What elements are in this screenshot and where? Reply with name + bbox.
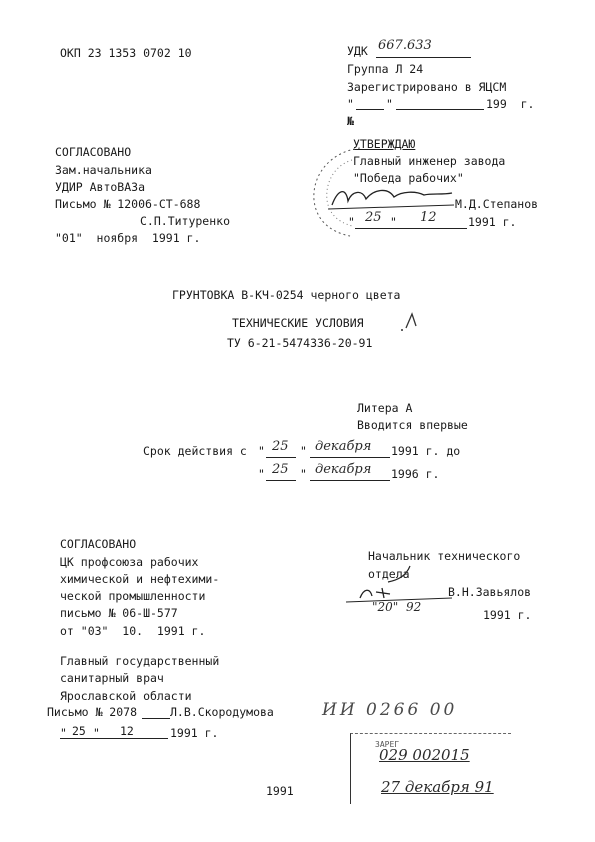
approved-right-year: 1991 г. bbox=[468, 215, 517, 229]
tech-dept-line1: Начальник технического bbox=[368, 549, 521, 563]
sanitary-month: 12 bbox=[120, 724, 134, 738]
approved-left-line1: Зам.начальника bbox=[55, 163, 152, 177]
sanitary-year: 1991 г. bbox=[170, 726, 219, 740]
registration-label: ЗАРЕГ bbox=[375, 740, 400, 749]
stepanov-signature-icon bbox=[328, 183, 458, 213]
validity-to-month: декабря bbox=[315, 462, 372, 477]
document-page: ОКП 23 1353 0702 10 УДК 667.633 Группа Л 24 Зарегистрировано в ЯЦСМ " " 199 г. № СОГЛАСОВАНО Зам.начальника УДИР АвтоВАЗа Письмо № 12006-СТ-688 С.П.Титуренко "01" ноября 1991 г. УТВЕРЖДАЮ Главный инженер завода "Победа рабочих" М.Д.Степанов " 25 " 12 1991 г. ГРУНТОВКА В-КЧ-0254 черного цвета ТЕХНИЧЕСКИЕ УСЛОВИЯ ТУ 6-21-5474336-20-91 Литера А Вводится впервые Срок действия с " 25 " декабря 1991 г. до " 25 " декабря 1996 г. СОГЛАСОВАНО ЦК профсоюза рабочих химической и нефтехими- ческой промышленности письмо № 06-Ш-577 от "03" 10. 1991 г. Начальник технического отдела В.Н.Завьялов "20" 92 1991 г. Главный государственный санитарный врач Ярославской области Письмо № 2078 Л.В.Скородумова " 25 " 12 1991 г. ИИ 0266 00 ЗАРЕГ 029 002015 27 декабря 91 1991 bbox=[0, 0, 595, 842]
sanitary-date-line bbox=[60, 738, 168, 739]
approved-right-signer: М.Д.Степанов bbox=[455, 197, 539, 211]
first-time: Вводится впервые bbox=[357, 418, 468, 432]
reg-quote-open: " bbox=[347, 97, 354, 111]
validity-from-year: 1991 г. до bbox=[391, 444, 461, 458]
approved-right-title: УТВЕРЖДАЮ bbox=[353, 137, 416, 151]
product-name: ГРУНТОВКА В-КЧ-0254 черного цвета bbox=[172, 288, 401, 302]
reg-year: 199 г. bbox=[486, 97, 535, 111]
registration-number: 029 002015 bbox=[379, 746, 470, 764]
approved-right-line1: Главный инженер завода bbox=[353, 154, 506, 168]
reg-month-line bbox=[396, 109, 484, 110]
to-month-line bbox=[310, 480, 390, 481]
okp-code: ОКП 23 1353 0702 10 bbox=[60, 46, 192, 60]
approved-right-day: 25 bbox=[365, 210, 382, 225]
udk-underline bbox=[376, 57, 471, 58]
udk-handwritten: 667.633 bbox=[378, 38, 432, 53]
registered-label: Зарегистрировано в ЯЦСМ bbox=[347, 80, 507, 94]
registration-handwritten-code: ИИ 0266 00 bbox=[322, 700, 458, 720]
udk-label: УДК bbox=[347, 44, 368, 58]
tech-dept-line2: отдела bbox=[368, 567, 410, 581]
validity-to-day: 25 bbox=[272, 462, 289, 477]
reg-quote-close: " bbox=[386, 97, 393, 111]
from-day-line bbox=[266, 457, 296, 458]
reg-day-line bbox=[356, 109, 384, 110]
to-day-line bbox=[266, 480, 296, 481]
footer-year: 1991 bbox=[266, 784, 294, 798]
validity-to-year: 1996 г. bbox=[391, 467, 440, 481]
registration-stamp bbox=[350, 733, 511, 804]
sanitary-letter: Письмо № 2078 bbox=[47, 705, 138, 719]
approved-right-q2: " bbox=[390, 215, 397, 229]
sanitary-q1: " bbox=[60, 726, 67, 740]
approved-right-q1: " bbox=[348, 215, 355, 229]
approved-left-line3: Письмо № 12006-СТ-688 bbox=[55, 197, 201, 211]
union-line3: ческой промышленности bbox=[60, 589, 206, 603]
reg-number-sign: № bbox=[347, 114, 354, 128]
union-line1: ЦК профсоюза рабочих bbox=[60, 555, 199, 569]
registration-date: 27 декабря 91 bbox=[381, 778, 494, 796]
from-month-line bbox=[310, 457, 390, 458]
approved-right-month: 12 bbox=[420, 210, 437, 225]
doc-code: ТУ 6-21-5474336-20-91 bbox=[227, 336, 373, 350]
approved-left-line2: УДИР АвтоВАЗа bbox=[55, 180, 146, 194]
approved-right-line2: "Победа рабочих" bbox=[353, 171, 464, 185]
tech-dept-signer: В.Н.Завьялов bbox=[448, 585, 532, 599]
validity-from-month: декабря bbox=[315, 439, 372, 454]
doc-subtitle: ТЕХНИЧЕСКИЕ УСЛОВИЯ bbox=[232, 316, 364, 330]
union-line4: письмо № 06-Ш-577 bbox=[60, 606, 178, 620]
union-date: от "03" 10. 1991 г. bbox=[60, 624, 206, 638]
validity-label: Срок действия с bbox=[143, 444, 247, 458]
sanitary-sign-line bbox=[142, 718, 170, 719]
approved-left-signer: С.П.Титуренко bbox=[140, 214, 231, 228]
approved-left-title: СОГЛАСОВАНО bbox=[55, 145, 132, 159]
sanitary-signer: Л.В.Скородумова bbox=[170, 705, 274, 719]
tech-dept-date: "20" 92 bbox=[372, 600, 422, 614]
approved-right-date-line bbox=[355, 228, 467, 229]
group-code: Группа Л 24 bbox=[347, 62, 424, 76]
sanitary-day: 25 bbox=[72, 724, 86, 738]
corner-mark-icon bbox=[398, 310, 428, 334]
union-title: СОГЛАСОВАНО bbox=[60, 537, 137, 551]
validity-from-day: 25 bbox=[272, 439, 289, 454]
tech-dept-year: 1991 г. bbox=[483, 608, 532, 622]
sanitary-line2: санитарный врач bbox=[60, 671, 164, 685]
approved-left-date: "01" ноября 1991 г. bbox=[55, 231, 201, 245]
sanitary-line3: Ярославской области bbox=[60, 689, 192, 703]
sanitary-q2: " bbox=[93, 726, 100, 740]
sanitary-line1: Главный государственный bbox=[60, 654, 220, 668]
litera: Литера А bbox=[357, 401, 413, 415]
union-line2: химической и нефтехими- bbox=[60, 572, 220, 586]
